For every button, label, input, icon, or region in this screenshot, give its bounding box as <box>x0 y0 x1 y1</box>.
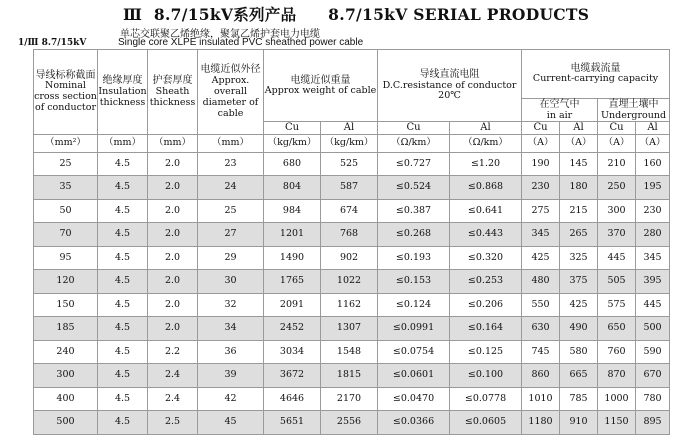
table-cell: 2.4 <box>148 364 198 388</box>
table-cell: 300 <box>598 199 636 223</box>
table-row <box>34 246 670 270</box>
table-cell: 490 <box>560 317 598 341</box>
table-cell: ≤0.124 <box>378 293 450 317</box>
table-cell: 525 <box>321 152 378 176</box>
table-cell: 500 <box>34 411 98 435</box>
table-cell: 550 <box>522 293 560 317</box>
col-resistance-cu: Cu <box>378 122 450 135</box>
table-cell: 445 <box>636 293 670 317</box>
table-cell: 215 <box>560 199 598 223</box>
table-cell: 1010 <box>522 387 560 411</box>
table-row <box>34 364 670 388</box>
table-cell: 35 <box>34 176 98 200</box>
title-cn: 8.7/15kV系列产品 <box>153 5 297 24</box>
table-cell: 70 <box>34 223 98 247</box>
col-weight-al: Al <box>321 122 378 135</box>
table-cell: 230 <box>522 176 560 200</box>
spec-table <box>33 49 670 435</box>
table-cell: 1000 <box>598 387 636 411</box>
table-cell: 804 <box>264 176 321 200</box>
table-cell: 674 <box>321 199 378 223</box>
table-cell: 500 <box>636 317 670 341</box>
table-cell: 4.5 <box>98 364 148 388</box>
table-cell: ≤0.524 <box>378 176 450 200</box>
table-cell: 984 <box>264 199 321 223</box>
table-cell: 190 <box>522 152 560 176</box>
col-insulation: 绝缘厚度 Insulation thickness <box>98 50 148 135</box>
col-ground-cu: Cu <box>598 122 636 135</box>
table-cell: 2.0 <box>148 270 198 294</box>
table-cell: 185 <box>34 317 98 341</box>
col-sheath: 护套厚度 Sheath thickness <box>148 50 198 135</box>
table-cell: 2.0 <box>148 176 198 200</box>
col-cross-section: 导线标称截面 Nominal cross section of conductor <box>34 50 98 135</box>
table-cell: 1815 <box>321 364 378 388</box>
table-cell: 145 <box>560 152 598 176</box>
table-cell: 32 <box>198 293 264 317</box>
table-cell: 785 <box>560 387 598 411</box>
table-cell: 780 <box>636 387 670 411</box>
table-cell: 425 <box>522 246 560 270</box>
table-cell: 4.5 <box>98 387 148 411</box>
table-cell: 870 <box>598 364 636 388</box>
table-cell: 3034 <box>264 340 321 364</box>
table-cell: ≤0.206 <box>450 293 522 317</box>
table-cell: 2.0 <box>148 317 198 341</box>
unit-cell: （mm） <box>198 134 264 152</box>
unit-cell: （Ω/km） <box>378 134 450 152</box>
table-cell: ≤0.193 <box>378 246 450 270</box>
table-row <box>34 176 670 200</box>
col-air-cu: Cu <box>522 122 560 135</box>
table-cell: ≤0.868 <box>450 176 522 200</box>
title-en: 8.7/15kV SERIAL PRODUCTS <box>328 5 590 24</box>
table-cell: 1765 <box>264 270 321 294</box>
col-air-al: Al <box>560 122 598 135</box>
table-cell: 24 <box>198 176 264 200</box>
table-cell: ≤0.0605 <box>450 411 522 435</box>
table-row <box>34 199 670 223</box>
table-cell: 25 <box>198 199 264 223</box>
title-numeral: Ⅲ <box>123 5 143 24</box>
table-cell: ≤0.125 <box>450 340 522 364</box>
table-cell: 910 <box>560 411 598 435</box>
col-diameter: 电缆近似外径 Approx. overall diameter of cable <box>198 50 264 135</box>
table-cell: 580 <box>560 340 598 364</box>
table-row <box>34 293 670 317</box>
table-row <box>34 387 670 411</box>
unit-cell: （mm²） <box>34 134 98 152</box>
table-cell: 4646 <box>264 387 321 411</box>
table-cell: 2.0 <box>148 152 198 176</box>
table-cell: 745 <box>522 340 560 364</box>
table-cell: ≤0.0470 <box>378 387 450 411</box>
table-cell: 2452 <box>264 317 321 341</box>
table-cell: 2.5 <box>148 411 198 435</box>
table-cell: 1548 <box>321 340 378 364</box>
table-cell: 630 <box>522 317 560 341</box>
table-cell: 2.0 <box>148 199 198 223</box>
subtitle-en: Single core XLPE insulated PVC sheathed power cable <box>118 37 364 48</box>
unit-cell: （Ω/km） <box>450 134 522 152</box>
table-cell: 150 <box>34 293 98 317</box>
table-cell: 505 <box>598 270 636 294</box>
table-cell: 3672 <box>264 364 321 388</box>
table-cell: 95 <box>34 246 98 270</box>
unit-cell: （A） <box>560 134 598 152</box>
table-cell: 665 <box>560 364 598 388</box>
table-cell: 2.4 <box>148 387 198 411</box>
table-cell: 1162 <box>321 293 378 317</box>
col-capacity-air: 在空气中 in air <box>522 99 598 122</box>
table-cell: 4.5 <box>98 317 148 341</box>
table-cell: 768 <box>321 223 378 247</box>
table-cell: 760 <box>598 340 636 364</box>
table-cell: ≤0.253 <box>450 270 522 294</box>
table-cell: 590 <box>636 340 670 364</box>
table-row <box>34 317 670 341</box>
table-cell: 1490 <box>264 246 321 270</box>
table-cell: 275 <box>522 199 560 223</box>
unit-cell: （A） <box>598 134 636 152</box>
col-resistance: 导线直流电阻 D.C.resistance of conductor 20℃ <box>378 50 522 122</box>
table-cell: 2.0 <box>148 246 198 270</box>
table-cell: 425 <box>560 293 598 317</box>
table-cell: 50 <box>34 199 98 223</box>
table-cell: 1307 <box>321 317 378 341</box>
table-cell: ≤0.0991 <box>378 317 450 341</box>
table-cell: ≤0.164 <box>450 317 522 341</box>
table-cell: 400 <box>34 387 98 411</box>
table-cell: 4.5 <box>98 270 148 294</box>
col-capacity-ground: 直埋土壤中 Underground <box>598 99 670 122</box>
table-cell: 445 <box>598 246 636 270</box>
table-cell: 670 <box>636 364 670 388</box>
table-row <box>34 152 670 176</box>
table-cell: 1201 <box>264 223 321 247</box>
table-cell: 4.5 <box>98 293 148 317</box>
col-capacity: 电缆载流量 Current-carrying capacity <box>522 50 670 99</box>
table-cell: 4.5 <box>98 176 148 200</box>
table-row <box>34 340 670 364</box>
table-cell: 345 <box>522 223 560 247</box>
table-cell: 4.5 <box>98 223 148 247</box>
table-cell: 370 <box>598 223 636 247</box>
table-cell: ≤0.641 <box>450 199 522 223</box>
table-cell: 4.5 <box>98 246 148 270</box>
table-cell: 5651 <box>264 411 321 435</box>
table-cell: 1180 <box>522 411 560 435</box>
col-resistance-al: Al <box>450 122 522 135</box>
units-row <box>34 134 670 152</box>
table-cell: 2.0 <box>148 293 198 317</box>
table-cell: 325 <box>560 246 598 270</box>
table-cell: 902 <box>321 246 378 270</box>
table-cell: 27 <box>198 223 264 247</box>
table-row <box>34 223 670 247</box>
table-cell: ≤0.100 <box>450 364 522 388</box>
table-cell: ≤0.443 <box>450 223 522 247</box>
table-cell: 4.5 <box>98 152 148 176</box>
table-cell: 23 <box>198 152 264 176</box>
table-cell: 1022 <box>321 270 378 294</box>
col-ground-al: Al <box>636 122 670 135</box>
table-cell: 2091 <box>264 293 321 317</box>
table-cell: 895 <box>636 411 670 435</box>
page-title <box>123 3 595 25</box>
table-cell: 250 <box>598 176 636 200</box>
table-cell: 240 <box>34 340 98 364</box>
table-cell: 860 <box>522 364 560 388</box>
table-cell: 300 <box>34 364 98 388</box>
table-cell: 395 <box>636 270 670 294</box>
table-cell: 2170 <box>321 387 378 411</box>
table-cell: 42 <box>198 387 264 411</box>
table-cell: ≤0.387 <box>378 199 450 223</box>
table-cell: 39 <box>198 364 264 388</box>
table-cell: 34 <box>198 317 264 341</box>
table-row <box>34 270 670 294</box>
table-row <box>34 411 670 435</box>
table-cell: ≤0.0601 <box>378 364 450 388</box>
col-weight: 电缆近似重量 Approx weight of cable <box>264 50 378 122</box>
table-cell: 575 <box>598 293 636 317</box>
table-cell: 480 <box>522 270 560 294</box>
table-cell: 25 <box>34 152 98 176</box>
table-cell: 180 <box>560 176 598 200</box>
table-cell: 160 <box>636 152 670 176</box>
table-cell: 195 <box>636 176 670 200</box>
table-cell: ≤0.153 <box>378 270 450 294</box>
table-cell: 36 <box>198 340 264 364</box>
unit-cell: （A） <box>636 134 670 152</box>
unit-cell: （kg/km） <box>321 134 378 152</box>
table-cell: 265 <box>560 223 598 247</box>
table-cell: 375 <box>560 270 598 294</box>
table-cell: 29 <box>198 246 264 270</box>
table-cell: 230 <box>636 199 670 223</box>
table-cell: ≤0.0754 <box>378 340 450 364</box>
table-cell: 4.5 <box>98 411 148 435</box>
table-cell: 30 <box>198 270 264 294</box>
table-cell: ≤0.0366 <box>378 411 450 435</box>
table-cell: ≤0.320 <box>450 246 522 270</box>
table-cell: 210 <box>598 152 636 176</box>
table-cell: 2.0 <box>148 223 198 247</box>
table-cell: 2.2 <box>148 340 198 364</box>
table-cell: 4.5 <box>98 340 148 364</box>
table-cell: 2556 <box>321 411 378 435</box>
table-cell: 280 <box>636 223 670 247</box>
table-cell: 4.5 <box>98 199 148 223</box>
table-cell: ≤0.0778 <box>450 387 522 411</box>
table-cell: 45 <box>198 411 264 435</box>
table-cell: 1150 <box>598 411 636 435</box>
unit-cell: （mm） <box>148 134 198 152</box>
table-cell: 587 <box>321 176 378 200</box>
table-cell: ≤0.727 <box>378 152 450 176</box>
unit-cell: （mm） <box>98 134 148 152</box>
table-cell: 120 <box>34 270 98 294</box>
subtitle-code: 1/Ⅲ 8.7/15kV <box>18 38 87 48</box>
col-weight-cu: Cu <box>264 122 321 135</box>
unit-cell: （kg/km） <box>264 134 321 152</box>
subtitle-cn: 单芯交联聚乙烯绝缘，聚氯乙烯护套电力电缆 <box>120 29 320 40</box>
table-cell: 345 <box>636 246 670 270</box>
table-cell: ≤1.20 <box>450 152 522 176</box>
table-cell: 680 <box>264 152 321 176</box>
table-cell: ≤0.268 <box>378 223 450 247</box>
table-cell: 650 <box>598 317 636 341</box>
unit-cell: （A） <box>522 134 560 152</box>
